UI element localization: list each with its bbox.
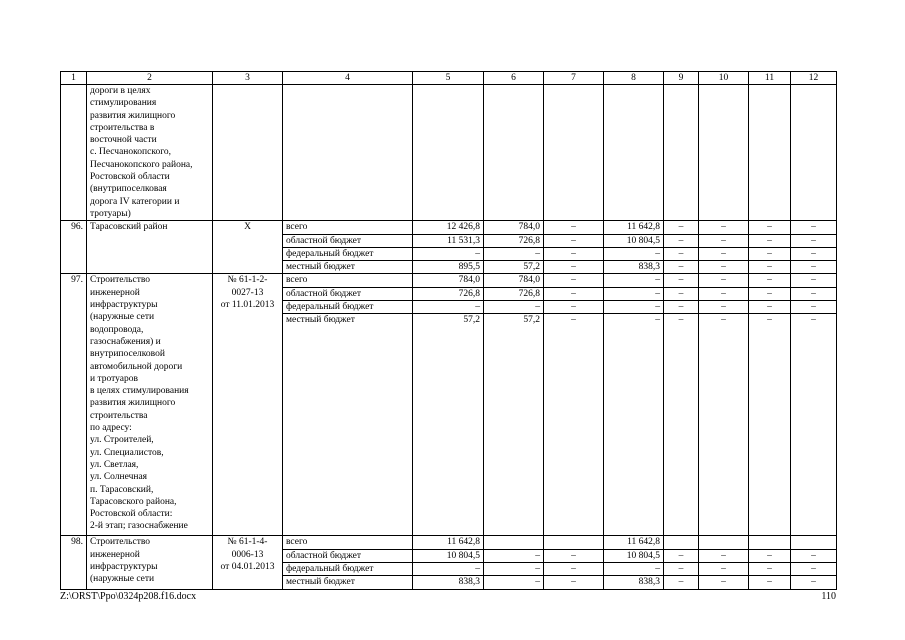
value-v11: –	[749, 549, 791, 562]
value-v12: –	[791, 576, 837, 589]
table-row	[61, 85, 837, 221]
text-line: строительства в	[90, 122, 155, 133]
text-line: № 61-1-2-	[227, 275, 268, 286]
text-line: Песчанокопского района,	[90, 159, 193, 170]
value-col8: –	[604, 301, 664, 314]
value-v10: –	[699, 562, 749, 575]
value-col8: 11 642,8	[604, 536, 664, 549]
value-col8: 10 804,5	[604, 234, 664, 247]
text-line: с. Песчанокопского,	[90, 147, 171, 158]
text-line: строительства	[90, 410, 148, 421]
text-line: (внутрипоселковая	[90, 184, 167, 195]
value-v12: –	[791, 274, 837, 287]
value-v11: –	[749, 301, 791, 314]
value-v12: –	[791, 221, 837, 234]
value-col6: 57,2	[484, 261, 544, 274]
table-row	[61, 221, 837, 234]
value-v10: –	[699, 301, 749, 314]
file-path: Z:\ORST\Ppo\0324p208.f16.docx	[60, 591, 197, 602]
value-col8: –	[604, 247, 664, 260]
text-line: от 04.01.2013	[220, 561, 275, 572]
budget-source: местный бюджет	[283, 314, 413, 536]
text-line: развития жилищного	[90, 398, 176, 409]
value-total: 11 531,3	[413, 234, 484, 247]
value-v10: –	[699, 549, 749, 562]
value-total: –	[413, 562, 484, 575]
text-line: в целях стимулирования	[90, 386, 189, 397]
text-line: ул. Специалистов,	[90, 447, 164, 458]
text-line: по адресу:	[90, 423, 132, 434]
value-total: 726,8	[413, 287, 484, 300]
text-line: внутрипоселковой	[90, 349, 165, 360]
budget-source: всего	[283, 274, 413, 287]
empty-cell	[791, 85, 837, 221]
empty-cell	[213, 85, 283, 221]
value-v12: –	[791, 234, 837, 247]
object-name	[87, 85, 213, 221]
text-line: № 61-1-4-	[227, 537, 268, 548]
text-line: (наружные сети	[90, 312, 155, 323]
value-v9	[664, 536, 699, 549]
value-col7: –	[544, 274, 604, 287]
empty-cell	[484, 85, 544, 221]
budget-source: местный бюджет	[283, 576, 413, 589]
value-col7: –	[544, 562, 604, 575]
text-line: инфраструктуры	[90, 300, 158, 311]
column-header: 12	[791, 72, 837, 85]
value-v12	[791, 536, 837, 549]
value-col8: –	[604, 314, 664, 536]
page-number: 110	[821, 591, 836, 602]
header-row	[61, 72, 837, 85]
text-line: тротуары)	[90, 208, 131, 219]
table-row	[61, 536, 837, 549]
column-header: 5	[413, 72, 484, 85]
value-v11: –	[749, 287, 791, 300]
row-number: 97.	[61, 274, 87, 536]
text-line: автомобильной дороги	[90, 361, 183, 372]
value-col7: –	[544, 234, 604, 247]
text-line: развития жилищного	[90, 110, 176, 121]
value-total: 784,0	[413, 274, 484, 287]
text-line: инженерной	[90, 549, 140, 560]
value-v12: –	[791, 247, 837, 260]
value-v12: –	[791, 261, 837, 274]
document-ref	[213, 274, 283, 536]
document-ref	[213, 536, 283, 589]
text-line: от 11.01.2013	[220, 300, 275, 311]
value-v12: –	[791, 562, 837, 575]
value-col7: –	[544, 549, 604, 562]
text-line: ул. Светлая,	[90, 459, 139, 470]
value-v9: –	[664, 274, 699, 287]
column-header: 9	[664, 72, 699, 85]
value-total: 12 426,8	[413, 221, 484, 234]
column-header: 10	[699, 72, 749, 85]
value-total: 895,5	[413, 261, 484, 274]
budget-source: областной бюджет	[283, 234, 413, 247]
value-v12: –	[791, 314, 837, 536]
value-v9: –	[664, 221, 699, 234]
column-header: 6	[484, 72, 544, 85]
empty-cell	[664, 85, 699, 221]
value-col7: –	[544, 261, 604, 274]
row-number: 96.	[61, 221, 87, 274]
value-col6: 726,8	[484, 287, 544, 300]
empty-cell	[699, 85, 749, 221]
value-col7: –	[544, 314, 604, 536]
text-line: Строительство	[90, 275, 151, 286]
value-col6: –	[484, 301, 544, 314]
value-v9: –	[664, 314, 699, 536]
value-col6: 784,0	[484, 274, 544, 287]
value-v12: –	[791, 301, 837, 314]
value-col6	[484, 536, 544, 549]
column-header: 8	[604, 72, 664, 85]
value-v9: –	[664, 576, 699, 589]
text-line: дорога IV категории и	[90, 196, 180, 207]
value-total: 10 804,5	[413, 549, 484, 562]
value-col8: 838,3	[604, 576, 664, 589]
text-line: ул. Солнечная	[90, 472, 148, 483]
text-line: 0027-13	[231, 287, 264, 298]
column-header: 2	[87, 72, 213, 85]
text-line: Строительство	[90, 537, 151, 548]
value-v11: –	[749, 314, 791, 536]
budget-source: всего	[283, 536, 413, 549]
value-col7: –	[544, 221, 604, 234]
value-v9: –	[664, 261, 699, 274]
value-v11: –	[749, 576, 791, 589]
value-v10: –	[699, 287, 749, 300]
column-header: 4	[283, 72, 413, 85]
empty-cell	[604, 85, 664, 221]
value-col7: –	[544, 576, 604, 589]
value-v9: –	[664, 301, 699, 314]
value-col6: 57,2	[484, 314, 544, 536]
value-col7: –	[544, 287, 604, 300]
value-v11: –	[749, 234, 791, 247]
value-v11: –	[749, 221, 791, 234]
column-header: 1	[61, 72, 87, 85]
budget-source: федеральный бюджет	[283, 247, 413, 260]
value-v12: –	[791, 549, 837, 562]
budget-source: федеральный бюджет	[283, 301, 413, 314]
value-col6: 784,0	[484, 221, 544, 234]
text-line: водопровода,	[90, 324, 144, 335]
value-col8: 11 642,8	[604, 221, 664, 234]
text-line: инфраструктуры	[90, 561, 158, 572]
text-line: п. Тарасовский,	[90, 484, 154, 495]
text-line: Тарасовского района,	[90, 496, 177, 507]
value-v10: –	[699, 261, 749, 274]
column-header: 11	[749, 72, 791, 85]
text-line: дороги в целях	[90, 86, 151, 96]
value-v10: –	[699, 247, 749, 260]
object-name: Тарасовский район	[87, 221, 213, 274]
value-v11: –	[749, 247, 791, 260]
value-col8: –	[604, 562, 664, 575]
value-col7: –	[544, 301, 604, 314]
value-col7	[544, 536, 604, 549]
value-v10: –	[699, 576, 749, 589]
text-line: Ростовской области	[90, 172, 170, 183]
value-col6: –	[484, 247, 544, 260]
text-line: 0006-13	[231, 549, 264, 560]
value-v10: –	[699, 221, 749, 234]
value-v9: –	[664, 562, 699, 575]
value-v10: –	[699, 274, 749, 287]
value-v9: –	[664, 287, 699, 300]
text-line: стимулирования	[90, 98, 157, 109]
text-line: (наружные сети	[90, 574, 155, 585]
value-total: 838,3	[413, 576, 484, 589]
budget-source: федеральный бюджет	[283, 562, 413, 575]
value-v11: –	[749, 261, 791, 274]
value-total: 57,2	[413, 314, 484, 536]
empty-cell	[283, 85, 413, 221]
value-col6: –	[484, 562, 544, 575]
column-header: 3	[213, 72, 283, 85]
column-header: 7	[544, 72, 604, 85]
text-line: 2-й этап; газоснабжение	[90, 521, 188, 532]
value-total: 11 642,8	[413, 536, 484, 549]
budget-source: областной бюджет	[283, 287, 413, 300]
value-v11: –	[749, 274, 791, 287]
value-col8: –	[604, 274, 664, 287]
budget-source: областной бюджет	[283, 549, 413, 562]
value-col8: 10 804,5	[604, 549, 664, 562]
value-v10	[699, 536, 749, 549]
empty-cell	[544, 85, 604, 221]
value-v11: –	[749, 562, 791, 575]
row-number	[61, 85, 87, 221]
value-col6: –	[484, 549, 544, 562]
object-name	[87, 274, 213, 536]
document-ref: X	[213, 221, 283, 274]
value-v11	[749, 536, 791, 549]
text-line: инженерной	[90, 287, 140, 298]
value-col7: –	[544, 247, 604, 260]
value-v10: –	[699, 314, 749, 536]
value-v9: –	[664, 234, 699, 247]
text-line: Ростовской области:	[90, 509, 173, 520]
value-v12: –	[791, 287, 837, 300]
budget-table	[60, 71, 837, 590]
value-total: –	[413, 301, 484, 314]
budget-source: всего	[283, 221, 413, 234]
value-col8: –	[604, 287, 664, 300]
value-col6: 726,8	[484, 234, 544, 247]
value-v9: –	[664, 247, 699, 260]
value-total: –	[413, 247, 484, 260]
empty-cell	[749, 85, 791, 221]
row-number: 98.	[61, 536, 87, 589]
text-line: и тротуаров	[90, 373, 138, 384]
empty-cell	[413, 85, 484, 221]
text-line: газоснабжения) и	[90, 336, 161, 347]
text-line: ул. Строителей,	[90, 435, 154, 446]
table-row	[61, 274, 837, 287]
value-col8: 838,3	[604, 261, 664, 274]
text-line: восточной части	[90, 135, 157, 146]
value-col6: –	[484, 576, 544, 589]
value-v9: –	[664, 549, 699, 562]
value-v10: –	[699, 234, 749, 247]
object-name	[87, 536, 213, 589]
budget-source: местный бюджет	[283, 261, 413, 274]
